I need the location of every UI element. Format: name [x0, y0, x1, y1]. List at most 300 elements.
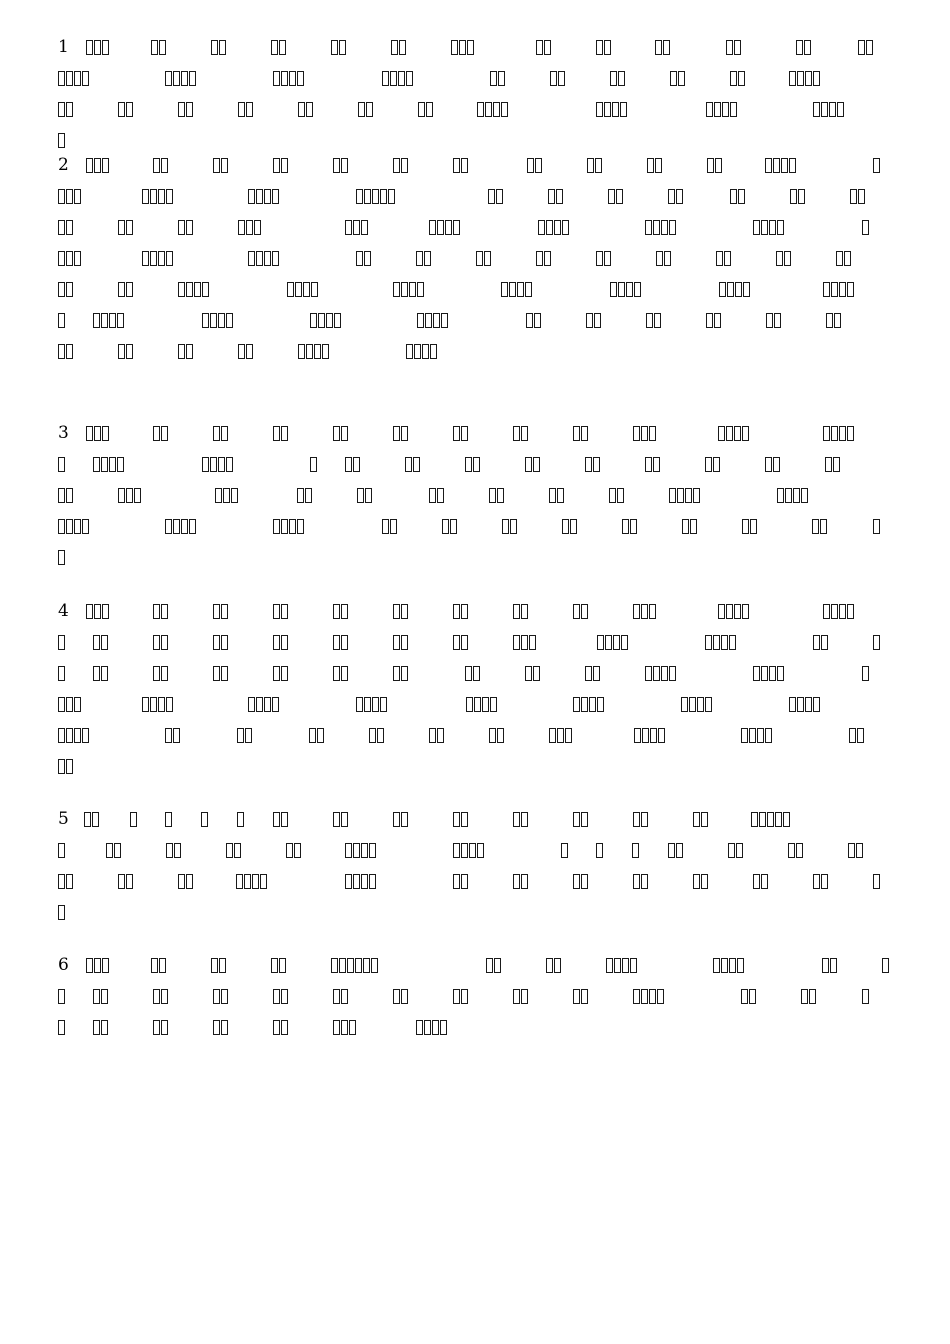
- missing-glyph-box: [812, 519, 819, 534]
- missing-glyph-group: [213, 989, 229, 1006]
- missing-glyph-box: [356, 189, 363, 204]
- missing-glyph-group: [153, 635, 169, 652]
- missing-glyph-box: [453, 989, 460, 1004]
- missing-glyph-group: [357, 488, 373, 505]
- missing-glyph-group: [58, 282, 74, 299]
- missing-glyph-box: [573, 874, 580, 889]
- missing-glyph-group: [596, 40, 612, 57]
- missing-glyph-box: [58, 759, 65, 774]
- missing-glyph-box: [82, 71, 89, 86]
- missing-glyph-group: [393, 635, 409, 652]
- missing-glyph-group: [416, 251, 432, 268]
- missing-glyph-box: [823, 426, 830, 441]
- missing-glyph-box: [657, 989, 664, 1004]
- missing-glyph-box: [494, 958, 501, 973]
- missing-glyph-group: [453, 426, 469, 443]
- missing-glyph-box: [813, 102, 820, 117]
- missing-glyph-box: [161, 989, 168, 1004]
- missing-glyph-box: [58, 282, 65, 297]
- missing-glyph-group: [549, 488, 565, 505]
- missing-glyph-group: [796, 40, 812, 57]
- missing-glyph-group: [393, 426, 409, 443]
- missing-glyph-box: [215, 488, 222, 503]
- missing-glyph-box: [418, 102, 425, 117]
- missing-glyph-box: [286, 843, 293, 858]
- missing-glyph-box: [58, 102, 65, 117]
- missing-glyph-group: [86, 958, 110, 975]
- missing-glyph-box: [693, 874, 700, 889]
- missing-glyph-group: [345, 843, 377, 860]
- missing-glyph-box: [482, 697, 489, 712]
- missing-glyph-box: [690, 519, 697, 534]
- missing-glyph-box: [849, 728, 856, 743]
- missing-glyph-box: [86, 158, 93, 173]
- missing-glyph-box: [450, 519, 457, 534]
- missing-glyph-box: [333, 812, 340, 827]
- missing-glyph-box: [633, 989, 640, 1004]
- missing-glyph-box: [761, 220, 768, 235]
- missing-glyph-group: [573, 812, 589, 829]
- missing-glyph-box: [783, 812, 790, 827]
- missing-glyph-group: [248, 697, 280, 714]
- missing-glyph-box: [766, 313, 773, 328]
- text-line: [0, 694, 950, 724]
- missing-glyph-box: [377, 728, 384, 743]
- missing-glyph-box: [790, 189, 797, 204]
- missing-glyph-box: [612, 102, 619, 117]
- missing-glyph-box: [202, 457, 209, 472]
- missing-glyph-box: [364, 697, 371, 712]
- missing-glyph-group: [477, 102, 509, 119]
- missing-glyph-group: [165, 71, 197, 88]
- missing-glyph-box: [273, 604, 280, 619]
- missing-glyph-box: [356, 251, 363, 266]
- missing-glyph-box: [334, 313, 341, 328]
- missing-glyph-box: [158, 189, 165, 204]
- missing-glyph-box: [380, 189, 387, 204]
- missing-glyph-box: [433, 313, 440, 328]
- missing-glyph-box: [401, 635, 408, 650]
- missing-glyph-group: [728, 843, 744, 860]
- missing-glyph-box: [453, 604, 460, 619]
- missing-glyph-box: [834, 313, 841, 328]
- missing-glyph-box: [722, 102, 729, 117]
- missing-glyph-box: [678, 71, 685, 86]
- missing-glyph-group: [58, 874, 74, 891]
- missing-glyph-box: [668, 843, 675, 858]
- missing-glyph-group: [58, 989, 66, 1006]
- missing-glyph-group: [213, 666, 229, 683]
- missing-glyph-group: [178, 102, 194, 119]
- missing-glyph-box: [858, 189, 865, 204]
- missing-glyph-group: [823, 282, 855, 299]
- missing-glyph-group: [165, 728, 181, 745]
- missing-glyph-box: [650, 728, 657, 743]
- missing-glyph-box: [548, 189, 555, 204]
- missing-glyph-box: [74, 251, 81, 266]
- missing-glyph-group: [213, 604, 229, 621]
- missing-glyph-box: [425, 313, 432, 328]
- missing-glyph-box: [570, 519, 577, 534]
- text-line: [0, 341, 950, 371]
- missing-glyph-group: [93, 457, 125, 474]
- missing-glyph-group: [58, 635, 66, 652]
- missing-glyph-group: [153, 989, 169, 1006]
- missing-glyph-box: [401, 282, 408, 297]
- missing-glyph-box: [287, 282, 294, 297]
- missing-glyph-box: [596, 102, 603, 117]
- missing-glyph-box: [847, 604, 854, 619]
- missing-glyph-box: [281, 426, 288, 441]
- missing-glyph-group: [776, 251, 792, 268]
- missing-glyph-group: [178, 874, 194, 891]
- missing-glyph-group: [142, 697, 174, 714]
- missing-glyph-box: [245, 728, 252, 743]
- paragraph-number: 2: [58, 155, 69, 175]
- missing-glyph-box: [753, 666, 760, 681]
- missing-glyph-group: [858, 40, 874, 57]
- missing-glyph-box: [142, 251, 149, 266]
- missing-glyph-box: [93, 1020, 100, 1035]
- missing-glyph-box: [741, 989, 748, 1004]
- missing-glyph-box: [58, 220, 65, 235]
- missing-glyph-box: [153, 666, 160, 681]
- missing-glyph-group: [273, 71, 305, 88]
- missing-glyph-box: [310, 313, 317, 328]
- missing-glyph-box: [693, 488, 700, 503]
- missing-glyph-group: [632, 843, 640, 860]
- missing-glyph-group: [882, 958, 890, 975]
- missing-glyph-box: [820, 519, 827, 534]
- missing-glyph-group: [58, 457, 66, 474]
- missing-glyph-box: [789, 71, 796, 86]
- missing-glyph-group: [705, 457, 721, 474]
- missing-glyph-box: [821, 635, 828, 650]
- missing-glyph-group: [730, 71, 746, 88]
- missing-glyph-box: [58, 905, 65, 920]
- missing-glyph-box: [165, 71, 172, 86]
- missing-glyph-box: [158, 697, 165, 712]
- missing-glyph-box: [777, 488, 784, 503]
- missing-glyph-group: [58, 519, 90, 536]
- missing-glyph-box: [585, 666, 592, 681]
- missing-glyph-box: [459, 40, 466, 55]
- missing-glyph-group: [713, 958, 745, 975]
- missing-glyph-group: [356, 697, 388, 714]
- missing-glyph-box: [715, 158, 722, 173]
- missing-glyph-box: [862, 666, 869, 681]
- missing-glyph-box: [294, 843, 301, 858]
- missing-glyph-box: [554, 220, 561, 235]
- missing-glyph-group: [573, 697, 605, 714]
- missing-glyph-group: [719, 282, 751, 299]
- missing-glyph-group: [873, 874, 881, 891]
- missing-glyph-box: [714, 102, 721, 117]
- missing-glyph-box: [311, 282, 318, 297]
- missing-glyph-box: [729, 635, 736, 650]
- missing-glyph-group: [429, 488, 445, 505]
- missing-glyph-box: [166, 251, 173, 266]
- missing-glyph-box: [641, 604, 648, 619]
- missing-glyph-group: [573, 426, 589, 443]
- paragraph-number: 5: [58, 809, 69, 829]
- missing-glyph-group: [813, 102, 845, 119]
- missing-glyph-box: [273, 519, 280, 534]
- missing-glyph-group: [789, 697, 821, 714]
- missing-glyph-group: [298, 344, 330, 361]
- missing-glyph-group: [453, 158, 469, 175]
- missing-glyph-box: [429, 220, 436, 235]
- missing-glyph-box: [94, 40, 101, 55]
- missing-glyph-box: [437, 728, 444, 743]
- missing-glyph-group: [823, 426, 855, 443]
- missing-glyph-box: [805, 697, 812, 712]
- missing-glyph-box: [753, 874, 760, 889]
- missing-glyph-group: [596, 251, 612, 268]
- missing-glyph-group: [213, 158, 229, 175]
- missing-glyph-box: [58, 133, 65, 148]
- missing-glyph-group: [822, 958, 838, 975]
- missing-glyph-box: [151, 958, 158, 973]
- missing-glyph-box: [424, 251, 431, 266]
- missing-glyph-box: [661, 220, 668, 235]
- missing-glyph-box: [565, 728, 572, 743]
- missing-glyph-group: [58, 133, 66, 150]
- text-line: [0, 279, 950, 309]
- missing-glyph-box: [776, 251, 783, 266]
- missing-glyph-group: [668, 189, 684, 206]
- missing-glyph-box: [414, 344, 421, 359]
- missing-glyph-group: [850, 189, 866, 206]
- missing-glyph-box: [102, 426, 109, 441]
- missing-glyph-box: [118, 344, 125, 359]
- missing-glyph-group: [93, 1020, 109, 1037]
- missing-glyph-box: [610, 71, 617, 86]
- missing-glyph-group: [382, 71, 414, 88]
- missing-glyph-box: [151, 40, 158, 55]
- missing-glyph-group: [202, 457, 234, 474]
- missing-glyph-box: [109, 313, 116, 328]
- missing-glyph-box: [142, 189, 149, 204]
- missing-glyph-box: [372, 189, 379, 204]
- missing-glyph-box: [805, 71, 812, 86]
- missing-glyph-box: [66, 71, 73, 86]
- missing-glyph-group: [513, 874, 529, 891]
- missing-glyph-box: [774, 313, 781, 328]
- missing-glyph-box: [466, 697, 473, 712]
- missing-glyph-group: [766, 313, 782, 330]
- missing-glyph-box: [211, 958, 218, 973]
- missing-glyph-box: [86, 40, 93, 55]
- missing-glyph-box: [669, 220, 676, 235]
- missing-glyph-box: [219, 40, 226, 55]
- text-line: [0, 99, 950, 129]
- missing-glyph-box: [596, 843, 603, 858]
- missing-glyph-group: [730, 189, 746, 206]
- missing-glyph-box: [422, 344, 429, 359]
- missing-glyph-group: [826, 313, 842, 330]
- missing-glyph-box: [813, 71, 820, 86]
- missing-glyph-box: [477, 102, 484, 117]
- missing-glyph-box: [801, 989, 808, 1004]
- missing-glyph-group: [741, 728, 773, 745]
- missing-glyph-box: [66, 251, 73, 266]
- missing-glyph-group: [356, 189, 396, 206]
- missing-glyph-group: [333, 426, 349, 443]
- missing-glyph-box: [74, 728, 81, 743]
- missing-glyph-box: [761, 666, 768, 681]
- missing-glyph-group: [682, 519, 698, 536]
- text-line: [0, 756, 950, 786]
- missing-glyph-group: [550, 71, 566, 88]
- missing-glyph-box: [544, 40, 551, 55]
- missing-glyph-box: [663, 40, 670, 55]
- text-line: [0, 725, 950, 755]
- missing-glyph-group: [562, 519, 578, 536]
- missing-glyph-box: [161, 1020, 168, 1035]
- missing-glyph-box: [461, 843, 468, 858]
- missing-glyph-box: [509, 282, 516, 297]
- missing-glyph-box: [365, 488, 372, 503]
- missing-glyph-box: [150, 251, 157, 266]
- missing-glyph-box: [173, 728, 180, 743]
- text-line: [0, 68, 950, 98]
- missing-glyph-group: [213, 1020, 229, 1037]
- missing-glyph-box: [726, 40, 733, 55]
- missing-glyph-box: [273, 158, 280, 173]
- missing-glyph-box: [738, 189, 745, 204]
- missing-glyph-group: [527, 158, 543, 175]
- missing-glyph-box: [102, 158, 109, 173]
- missing-glyph-box: [86, 604, 93, 619]
- missing-glyph-box: [150, 697, 157, 712]
- missing-glyph-box: [608, 189, 615, 204]
- missing-glyph-group: [393, 812, 409, 829]
- text-line: [0, 217, 950, 247]
- missing-glyph-box: [796, 843, 803, 858]
- missing-glyph-box: [693, 812, 700, 827]
- missing-glyph-box: [273, 989, 280, 1004]
- missing-glyph-box: [161, 426, 168, 441]
- missing-glyph-box: [406, 71, 413, 86]
- missing-glyph-box: [361, 874, 368, 889]
- missing-glyph-group: [573, 874, 589, 891]
- missing-glyph-box: [186, 220, 193, 235]
- missing-glyph-box: [653, 457, 660, 472]
- missing-glyph-box: [467, 40, 474, 55]
- missing-glyph-group: [538, 220, 570, 237]
- missing-glyph-box: [767, 812, 774, 827]
- missing-glyph-box: [751, 812, 758, 827]
- missing-glyph-group: [718, 604, 750, 621]
- missing-glyph-box: [862, 220, 869, 235]
- missing-glyph-box: [153, 158, 160, 173]
- missing-glyph-box: [536, 251, 543, 266]
- missing-glyph-box: [529, 635, 536, 650]
- missing-glyph-box: [777, 220, 784, 235]
- missing-glyph-group: [86, 40, 110, 57]
- missing-glyph-box: [669, 666, 676, 681]
- missing-glyph-box: [349, 1020, 356, 1035]
- missing-glyph-box: [620, 102, 627, 117]
- missing-glyph-box: [393, 989, 400, 1004]
- missing-glyph-box: [429, 488, 436, 503]
- missing-glyph-box: [734, 40, 741, 55]
- missing-glyph-box: [729, 958, 736, 973]
- missing-glyph-box: [281, 812, 288, 827]
- missing-glyph-group: [142, 251, 174, 268]
- paragraph-number: 3: [58, 423, 69, 443]
- text-line: [0, 601, 950, 631]
- missing-glyph-box: [474, 697, 481, 712]
- missing-glyph-box: [617, 488, 624, 503]
- missing-glyph-box: [86, 958, 93, 973]
- missing-glyph-group: [681, 697, 713, 714]
- paragraph-number: 6: [58, 955, 69, 975]
- missing-glyph-box: [616, 189, 623, 204]
- missing-glyph-box: [221, 989, 228, 1004]
- missing-glyph-group: [118, 874, 134, 891]
- missing-glyph-box: [158, 251, 165, 266]
- missing-glyph-box: [461, 635, 468, 650]
- missing-glyph-box: [161, 604, 168, 619]
- missing-glyph-group: [585, 666, 601, 683]
- missing-glyph-group: [58, 102, 74, 119]
- missing-glyph-box: [126, 874, 133, 889]
- missing-glyph-box: [353, 220, 360, 235]
- missing-glyph-box: [668, 189, 675, 204]
- missing-glyph-box: [297, 488, 304, 503]
- missing-glyph-box: [58, 989, 65, 1004]
- missing-glyph-box: [58, 635, 65, 650]
- missing-glyph-box: [597, 697, 604, 712]
- missing-glyph-box: [101, 457, 108, 472]
- missing-glyph-box: [109, 457, 116, 472]
- missing-glyph-group: [178, 344, 194, 361]
- missing-glyph-box: [202, 282, 209, 297]
- missing-glyph-box: [521, 989, 528, 1004]
- missing-glyph-box: [497, 488, 504, 503]
- missing-glyph-group: [513, 989, 529, 1006]
- text-line: [0, 809, 950, 839]
- missing-glyph-group: [309, 728, 325, 745]
- missing-glyph-box: [718, 426, 725, 441]
- missing-glyph-group: [873, 635, 881, 652]
- missing-glyph-box: [839, 604, 846, 619]
- missing-glyph-group: [417, 313, 449, 330]
- missing-glyph-box: [130, 812, 137, 827]
- missing-glyph-box: [597, 635, 604, 650]
- missing-glyph-group: [573, 989, 589, 1006]
- missing-glyph-box: [837, 102, 844, 117]
- missing-glyph-box: [839, 426, 846, 441]
- missing-glyph-box: [393, 426, 400, 441]
- missing-glyph-box: [58, 1020, 65, 1035]
- missing-glyph-group: [633, 989, 665, 1006]
- missing-glyph-group: [405, 457, 421, 474]
- missing-glyph-box: [281, 989, 288, 1004]
- missing-glyph-box: [416, 251, 423, 266]
- missing-glyph-box: [581, 874, 588, 889]
- missing-glyph-group: [706, 313, 722, 330]
- missing-glyph-group: [718, 426, 750, 443]
- missing-glyph-box: [521, 874, 528, 889]
- missing-glyph-group: [849, 728, 865, 745]
- missing-glyph-box: [641, 989, 648, 1004]
- missing-glyph-box: [74, 519, 81, 534]
- missing-glyph-group: [273, 666, 289, 683]
- missing-glyph-box: [429, 728, 436, 743]
